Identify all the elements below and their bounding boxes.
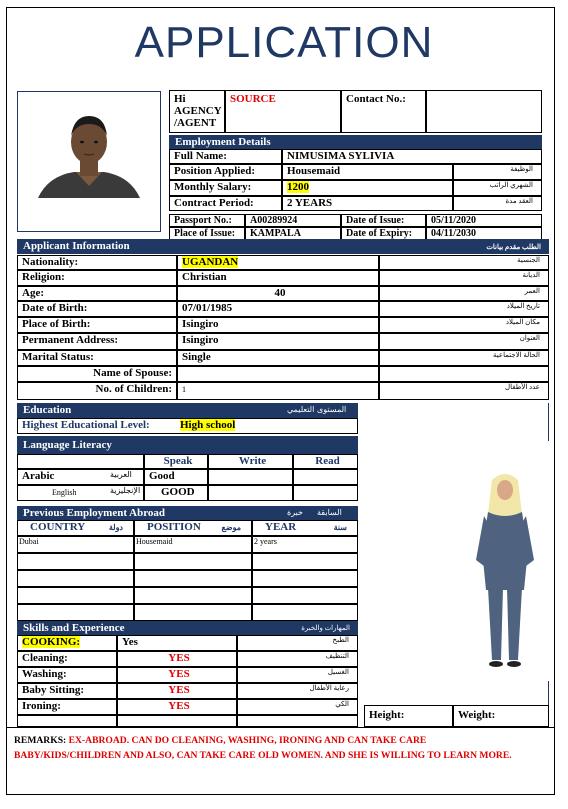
previous-header-cell: YEAR سنة bbox=[252, 520, 358, 536]
applicant-row-value: Isingiro bbox=[177, 333, 379, 350]
applicant-row-value: Single bbox=[177, 350, 379, 366]
height-cell: Height: bbox=[364, 705, 453, 727]
source-cell bbox=[225, 90, 341, 133]
salary-ar-cell: الشهري الراتب bbox=[453, 180, 542, 196]
language-section-header: Language Literacy bbox=[17, 436, 358, 454]
expiry-label: Date of Expiry: bbox=[341, 227, 426, 240]
applicant-row-label: Date of Birth: bbox=[17, 301, 177, 317]
education-section-header: Education التعليمي المستوى bbox=[17, 403, 358, 418]
skill-label: Washing: bbox=[17, 667, 117, 683]
skill-empty bbox=[237, 715, 358, 727]
skill-arabic: الطبخ bbox=[237, 635, 358, 651]
applicant-row-label: No. of Children: bbox=[17, 382, 177, 400]
salary-value: 1200 bbox=[282, 180, 453, 196]
skill-value: YES bbox=[117, 699, 237, 715]
skill-label: Baby Sitting: bbox=[17, 683, 117, 699]
applicant-row-value: 1 bbox=[177, 382, 379, 400]
previous-cell bbox=[252, 570, 358, 587]
place-issue-label: Place of Issue: bbox=[169, 227, 245, 240]
contact-value-cell[interactable] bbox=[426, 90, 542, 133]
skill-arabic: الغسيل bbox=[237, 667, 358, 683]
previous-cell bbox=[17, 604, 134, 621]
applicant-section-header: Applicant Information الطلب مقدم بيانات bbox=[17, 239, 549, 254]
previous-cell bbox=[134, 553, 252, 570]
position-ar-cell: الوظيفة bbox=[453, 164, 542, 180]
language-write-value bbox=[208, 469, 293, 485]
applicant-portrait-photo bbox=[18, 92, 160, 231]
photo-frame-right-lower bbox=[548, 681, 549, 705]
skill-arabic: التنظيف bbox=[237, 651, 358, 667]
skills-section-header: Skills and Experience المهارات والخبرة bbox=[17, 621, 358, 635]
skill-arabic: الكي bbox=[237, 699, 358, 715]
previous-cell: 2 years bbox=[252, 536, 358, 553]
contract-ar-cell: العقد مدة bbox=[453, 196, 542, 211]
skill-value: Yes bbox=[117, 635, 237, 651]
position-value: Housemaid bbox=[282, 164, 453, 180]
applicant-row-arabic: الجنسية bbox=[379, 255, 549, 270]
source-label: SOURCE bbox=[230, 93, 276, 105]
applicant-row-arabic: الديانة bbox=[379, 270, 549, 286]
passport-no-label: Passport No.: bbox=[169, 214, 245, 227]
remarks-line-1: EX-ABROAD. CAN DO CLEANING, WASHING, IRONING AND CAN TAKE CARE bbox=[66, 735, 427, 746]
applicant-row-label: Place of Birth: bbox=[17, 317, 177, 333]
skill-value: YES bbox=[117, 683, 237, 699]
previous-header-cell: COUNTRY دولة bbox=[17, 520, 134, 536]
applicant-row-value: 40 bbox=[177, 286, 379, 301]
contact-cell bbox=[341, 90, 426, 133]
previous-cell: Dubai bbox=[17, 536, 134, 553]
page-title: APPLICATION bbox=[134, 18, 434, 67]
language-header-blank bbox=[17, 454, 144, 469]
place-issue-value: KAMPALA bbox=[245, 227, 341, 240]
previous-cell bbox=[134, 587, 252, 604]
photo-frame-right bbox=[548, 403, 549, 441]
language-read-value bbox=[293, 485, 358, 501]
salary-label-cell: Monthly Salary: bbox=[169, 180, 282, 196]
applicant-row-arabic bbox=[379, 366, 549, 382]
education-level-value: High school bbox=[180, 419, 236, 431]
passport-no-value: A00289924 bbox=[245, 214, 341, 227]
skill-label: Ironing: bbox=[17, 699, 117, 715]
applicant-row-label: Religion: bbox=[17, 270, 177, 286]
applicant-row-value bbox=[177, 366, 379, 382]
skill-value: YES bbox=[117, 667, 237, 683]
skill-value: YES bbox=[117, 651, 237, 667]
agency-cell bbox=[169, 90, 225, 133]
applicant-row-label: Permanent Address: bbox=[17, 333, 177, 350]
applicant-row-arabic: تاريخ الميلاد bbox=[379, 301, 549, 317]
education-level-label: Highest Educational Level: bbox=[22, 419, 150, 431]
full-name-label-cell: Full Name: bbox=[169, 149, 282, 164]
previous-cell bbox=[134, 604, 252, 621]
applicant-row-value: UGANDAN bbox=[177, 255, 379, 270]
language-header-cell: Speak bbox=[144, 454, 208, 469]
language-row-name: English الإنجليزية bbox=[17, 485, 144, 501]
remarks-label: REMARKS: bbox=[14, 735, 67, 746]
employment-section-header: Employment Details bbox=[169, 135, 542, 149]
language-speak-value: Good bbox=[144, 469, 208, 485]
applicant-row-value: 07/01/1985 bbox=[177, 301, 379, 317]
applicant-row-label: Marital Status: bbox=[17, 350, 177, 366]
applicant-row-label: Age: bbox=[17, 286, 177, 301]
previous-cell: Housemaid bbox=[134, 536, 252, 553]
previous-cell bbox=[17, 553, 134, 570]
contact-label: Contact No.: bbox=[346, 93, 406, 105]
applicant-row-label: Name of Spouse: bbox=[17, 366, 177, 382]
language-read-value bbox=[293, 469, 358, 485]
full-name-value: NIMUSIMA SYLIVIA bbox=[282, 149, 542, 164]
contract-value: 2 YEARS bbox=[282, 196, 453, 211]
language-header-cell: Read bbox=[293, 454, 358, 469]
agency-label: Hi AGENCY /AGENT bbox=[174, 93, 222, 129]
skill-arabic: رعاية الأطفال bbox=[237, 683, 358, 699]
skills-bottom-line bbox=[6, 727, 554, 728]
applicant-full-body-photo bbox=[470, 470, 540, 675]
previous-header-cell: POSITION موضع bbox=[134, 520, 252, 536]
skill-label: COOKING: bbox=[17, 635, 117, 651]
language-header-cell: Write bbox=[208, 454, 293, 469]
applicant-row-label: Nationality: bbox=[17, 255, 177, 270]
applicant-row-value: Isingiro bbox=[177, 317, 379, 333]
education-level-row bbox=[17, 418, 358, 434]
applicant-row-arabic: عدد الأطفال bbox=[379, 382, 549, 400]
previous-employment-header: Previous Employment Abroad خبرة السابقة bbox=[17, 506, 358, 520]
previous-cell bbox=[17, 570, 134, 587]
previous-cell bbox=[252, 553, 358, 570]
previous-cell bbox=[17, 587, 134, 604]
passport-photo-frame bbox=[17, 91, 161, 232]
remarks-block bbox=[14, 733, 550, 763]
expiry-value: 04/11/2030 bbox=[426, 227, 542, 240]
remarks-line-2: BABY/KIDS/CHILDREN AND ALSO, CAN TAKE CARE OLD WOMEN. AND SHE IS WILLING TO LEARN MORE. bbox=[14, 750, 512, 761]
applicant-row-arabic: الحالة الاجتماعية bbox=[379, 350, 549, 366]
applicant-row-arabic: العنوان bbox=[379, 333, 549, 350]
skill-empty bbox=[117, 715, 237, 727]
applicant-row-arabic: مكان الميلاد bbox=[379, 317, 549, 333]
language-speak-value: GOOD bbox=[144, 485, 208, 501]
issue-date-label: Date of Issue: bbox=[341, 214, 426, 227]
skill-empty bbox=[17, 715, 117, 727]
previous-cell bbox=[252, 587, 358, 604]
applicant-row-arabic: العمر bbox=[379, 286, 549, 301]
applicant-row-value: Christian bbox=[177, 270, 379, 286]
language-write-value bbox=[208, 485, 293, 501]
issue-date-value: 05/11/2020 bbox=[426, 214, 542, 227]
skill-label: Cleaning: bbox=[17, 651, 117, 667]
contract-label-cell: Contract Period: bbox=[169, 196, 282, 211]
weight-cell: Weight: bbox=[453, 705, 549, 727]
language-row-name: Arabic العربية bbox=[17, 469, 144, 485]
previous-cell bbox=[252, 604, 358, 621]
previous-cell bbox=[134, 570, 252, 587]
position-label-cell: Position Applied: bbox=[169, 164, 282, 180]
